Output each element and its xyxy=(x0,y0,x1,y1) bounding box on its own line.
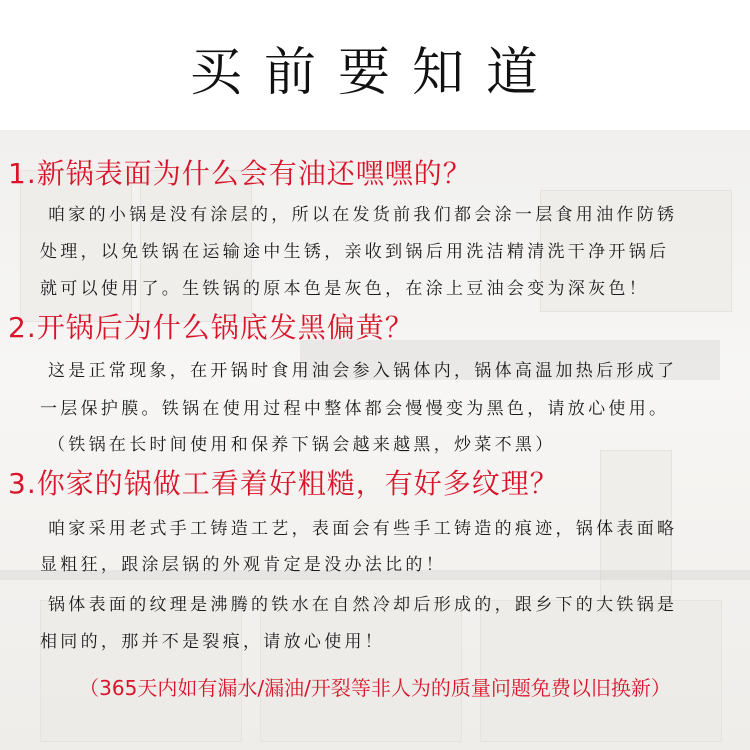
answer-2-line-2: 一层保护膜。铁锅在使用过程中整体都会慢慢变为黑色，请放心使用。 xyxy=(40,399,670,419)
answer-1-line-3: 就可以使用了。生铁锅的原本色是灰色，在涂上豆油会变为深灰色！ xyxy=(40,279,649,299)
answer-2-line-3: （铁锅在长时间使用和保养下锅会越来越黑，炒菜不黑） xyxy=(48,435,556,455)
answer-3-line-1: 咱家采用老式手工铸造工艺，表面会有些手工铸造的痕迹，锅体表面略 xyxy=(48,519,678,539)
answer-3-line-3: 锅体表面的纹理是沸腾的铁水在自然冷却后形成的，跟乡下的大铁锅是 xyxy=(48,595,678,615)
question-2: 2.开锅后为什么锅底发黑偏黄？ xyxy=(8,311,414,344)
answer-2-line-1: 这是正常现象，在开锅时食用油会参入锅体内，锅体高温加热后形成了 xyxy=(48,361,678,381)
answer-3-line-2: 显粗狂，跟涂层锅的外观肯定是没办法比的！ xyxy=(40,555,446,575)
header xyxy=(0,0,750,130)
answer-1-line-2: 处理，以免铁锅在运输途中生锈，亲收到锅后用洗洁精清洗干净开锅后 xyxy=(40,242,670,262)
answer-3-line-4: 相同的，那并不是裂痕，请放心使用！ xyxy=(40,632,386,652)
page-title: 买前要知道 xyxy=(189,43,560,103)
question-1: 1.新锅表面为什么会有油还嘿嘿的？ xyxy=(8,157,472,190)
question-3: 3.你家的锅做工看着好粗糙，有好多纹理？ xyxy=(8,467,559,500)
answer-1-line-1: 咱家的小锅是没有涂层的，所以在发货前我们都会涂一层食用油作防锈 xyxy=(48,205,678,225)
warranty-note: （365天内如有漏水/漏油/开裂等非人为的质量问题免费以旧换新） xyxy=(79,676,671,700)
